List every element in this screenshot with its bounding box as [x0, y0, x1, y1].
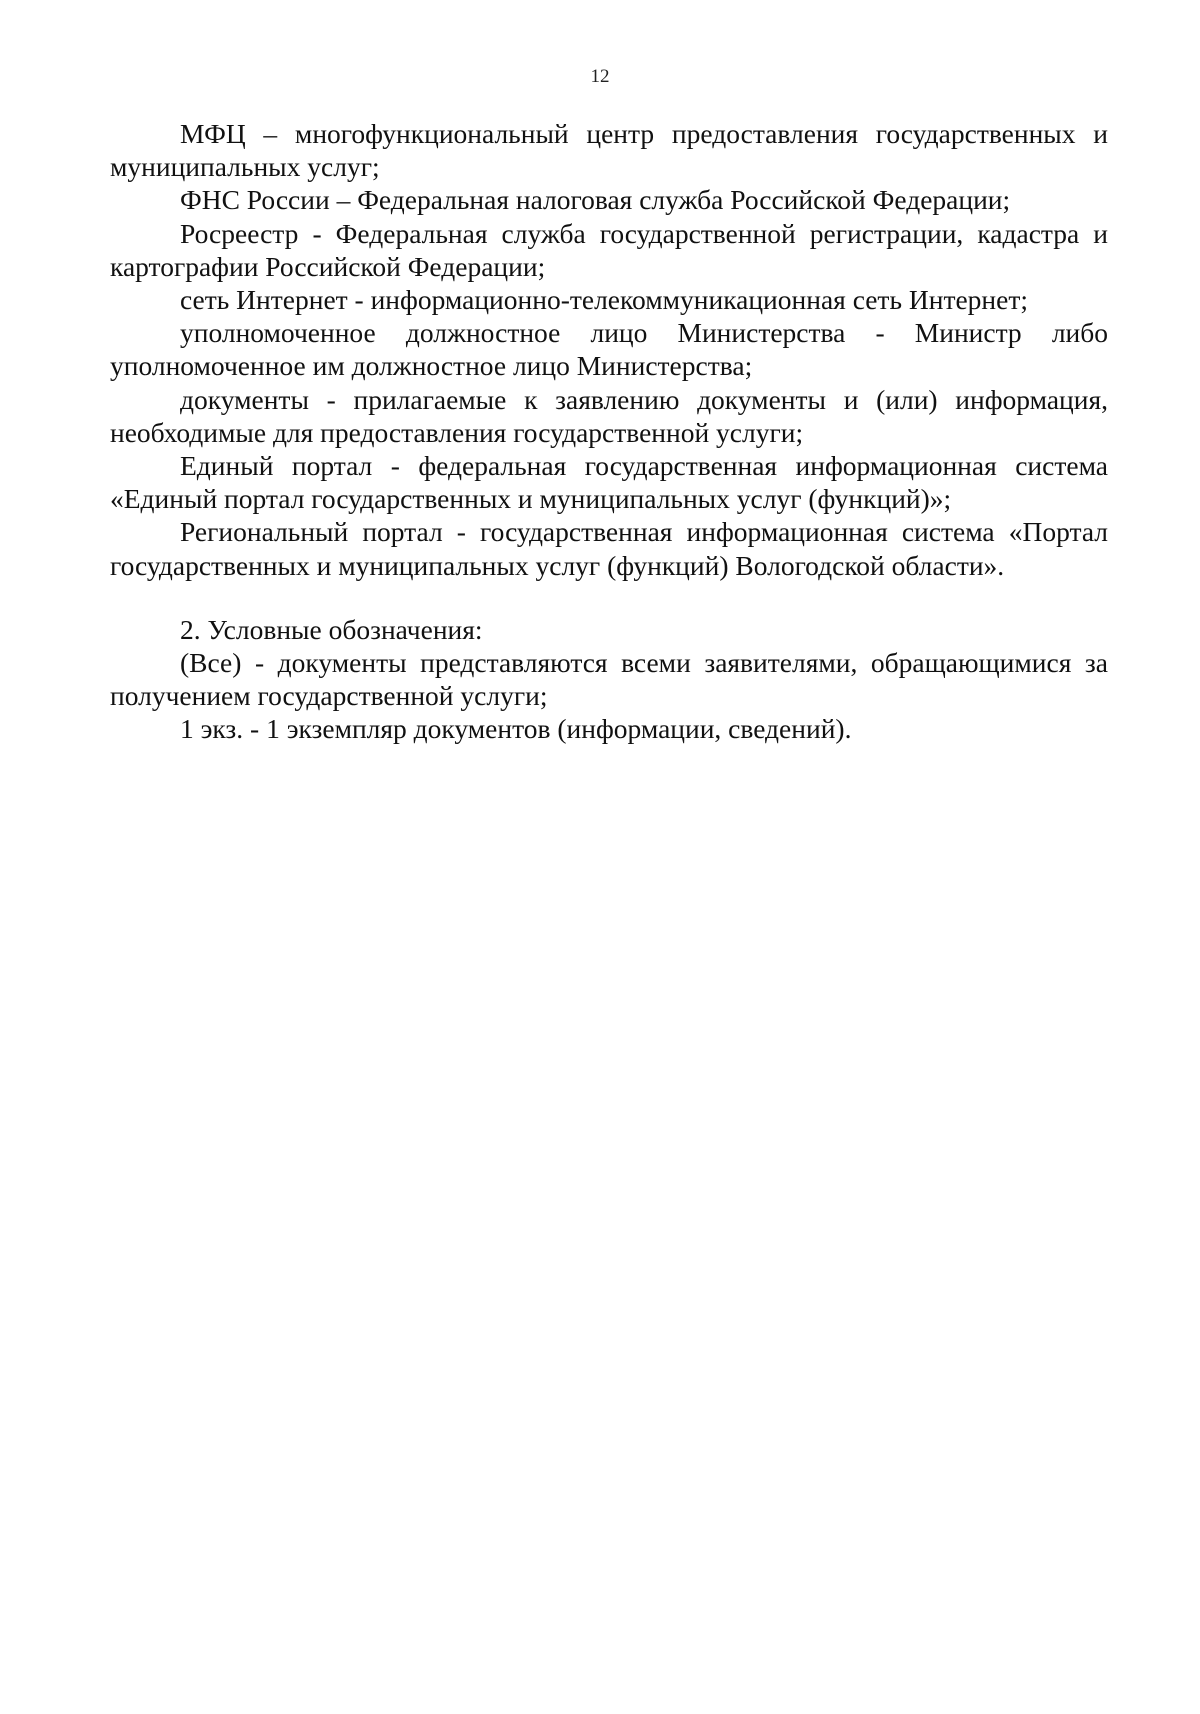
definition-fns: ФНС России – Федеральная налоговая служба Российской Федерации; — [180, 184, 1011, 216]
definition-mfc: МФЦ – многофункциональный центр предоставления государственных и муниципальных услуг; — [110, 118, 1108, 183]
symbol-copy: 1 экз. - 1 экземпляр документов (информации, сведений). — [180, 713, 852, 745]
definition-documents: документы - прилагаемые к заявлению документы и (или) информация, необходимые для предоставления государственной услуги; — [110, 383, 1108, 448]
page-number: 12 — [590, 66, 610, 87]
definition-unified-portal: Единый портал - федеральная государственная информационная система «Единый портал государственных и муниципальных услуг (функций)»; — [110, 450, 1108, 515]
document-body — [110, 117, 1108, 746]
definition-authorized-official: уполномоченное должностное лицо Министерства - Министр либо уполномоченное им должностное лицо Министерства; — [110, 317, 1108, 382]
section-2-heading: 2. Условные обозначения: — [180, 613, 483, 645]
definition-rosreestr: Росреестр - Федеральная служба государственной регистрации, кадастра и картографии Российской Федерации; — [110, 217, 1108, 282]
section-gap — [110, 582, 1108, 613]
symbol-all: (Все) - документы представляются всеми заявителями, обращающимися за получением государственной услуги; — [110, 647, 1108, 712]
definition-internet: сеть Интернет - информационно-телекоммуникационная сеть Интернет; — [180, 284, 1029, 316]
definition-regional-portal: Региональный портал - государственная информационная система «Портал государственных и муниципальных услуг (функций) Вологодской области». — [110, 516, 1108, 581]
